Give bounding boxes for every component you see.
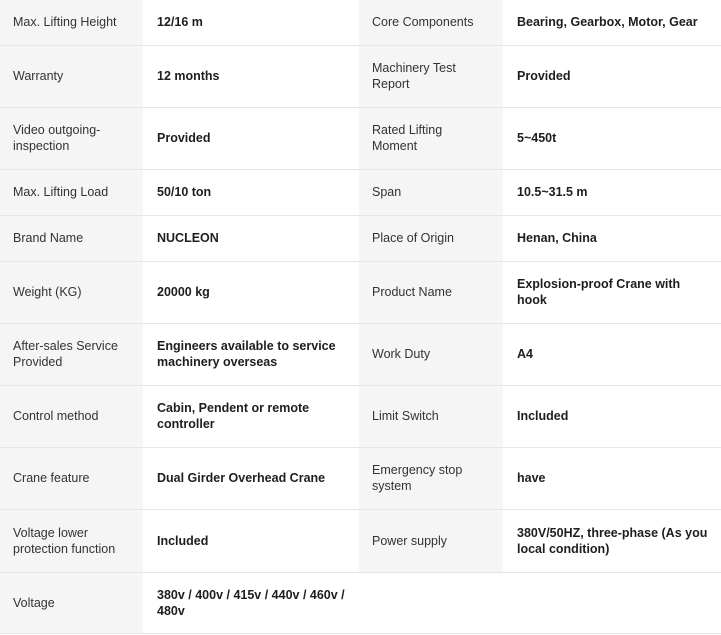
spec-row — [0, 169, 721, 215]
spec-label: Work Duty — [359, 323, 503, 385]
spec-label: Warranty — [0, 45, 143, 107]
spec-label: Brand Name — [0, 215, 143, 261]
spec-value: Engineers available to service machinery overseas — [143, 323, 359, 385]
spec-value: Bearing, Gearbox, Motor, Gear — [503, 0, 721, 45]
spec-value: 50/10 ton — [143, 169, 359, 215]
spec-row — [0, 261, 721, 323]
spec-value: Henan, China — [503, 215, 721, 261]
spec-label: After-sales Service Provided — [0, 323, 143, 385]
spec-label: Max. Lifting Load — [0, 169, 143, 215]
empty-cell — [359, 572, 503, 633]
spec-value: 12/16 m — [143, 0, 359, 45]
spec-label: Rated Lifting Moment — [359, 107, 503, 169]
empty-cell — [503, 572, 721, 633]
spec-value: 20000 kg — [143, 261, 359, 323]
spec-label: Control method — [0, 385, 143, 447]
spec-value: 5~450t — [503, 107, 721, 169]
spec-row — [0, 323, 721, 385]
spec-value: Cabin, Pendent or remote controller — [143, 385, 359, 447]
spec-label: Voltage lower protection function — [0, 509, 143, 572]
spec-value: 10.5~31.5 m — [503, 169, 721, 215]
spec-value: Provided — [503, 45, 721, 107]
spec-row — [0, 447, 721, 509]
spec-row — [0, 215, 721, 261]
spec-label: Video outgoing-inspection — [0, 107, 143, 169]
spec-row — [0, 45, 721, 107]
spec-label: Voltage — [0, 572, 143, 633]
spec-label: Crane feature — [0, 447, 143, 509]
spec-label: Weight (KG) — [0, 261, 143, 323]
spec-value: 380V/50HZ, three-phase (As you local condition) — [503, 509, 721, 572]
spec-label: Place of Origin — [359, 215, 503, 261]
spec-label: Emergency stop system — [359, 447, 503, 509]
spec-label: Core Components — [359, 0, 503, 45]
spec-row — [0, 385, 721, 447]
spec-value: A4 — [503, 323, 721, 385]
spec-value: Provided — [143, 107, 359, 169]
spec-row — [0, 0, 721, 45]
spec-row — [0, 107, 721, 169]
spec-label: Power supply — [359, 509, 503, 572]
spec-row — [0, 509, 721, 572]
spec-row — [0, 572, 721, 633]
spec-label: Max. Lifting Height — [0, 0, 143, 45]
spec-value: NUCLEON — [143, 215, 359, 261]
spec-label: Span — [359, 169, 503, 215]
spec-value: 12 months — [143, 45, 359, 107]
spec-value: Included — [143, 509, 359, 572]
spec-label: Limit Switch — [359, 385, 503, 447]
spec-label: Product Name — [359, 261, 503, 323]
spec-value: Included — [503, 385, 721, 447]
spec-value: Dual Girder Overhead Crane — [143, 447, 359, 509]
spec-value: Explosion-proof Crane with hook — [503, 261, 721, 323]
spec-value: 380v / 400v / 415v / 440v / 460v / 480v — [143, 572, 359, 633]
spec-label: Machinery Test Report — [359, 45, 503, 107]
spec-value: have — [503, 447, 721, 509]
